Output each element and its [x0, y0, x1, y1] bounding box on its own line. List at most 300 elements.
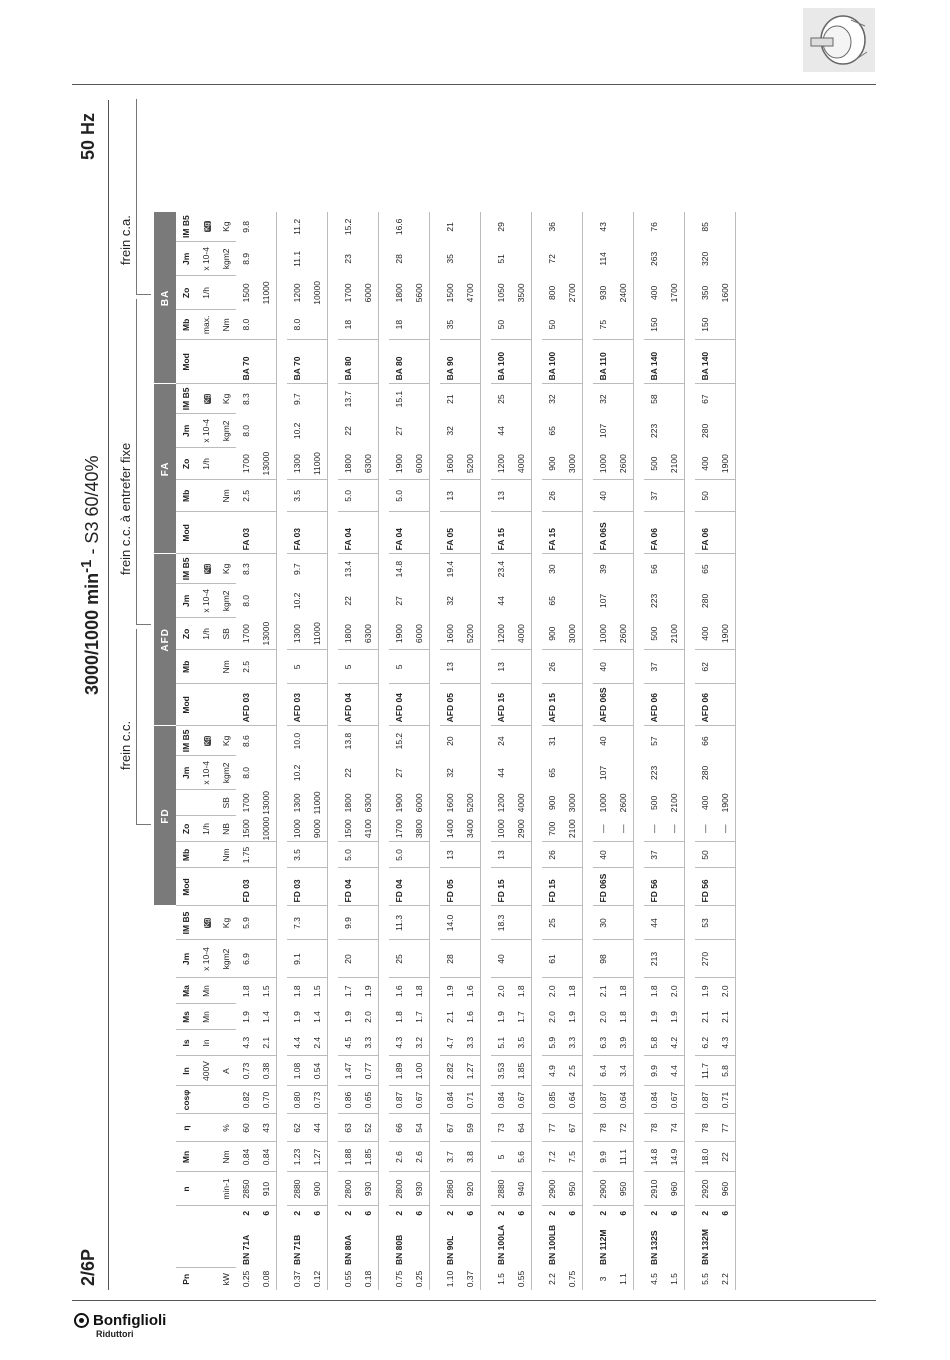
table-cell [256, 842, 277, 868]
column-header-cell: Mb [176, 650, 196, 684]
table-cell [715, 868, 736, 906]
table-cell [664, 340, 685, 384]
table-cell: 2.5 [236, 650, 256, 684]
table-cell: 1.5 [307, 978, 328, 1004]
table-cell: 43 [256, 1114, 277, 1142]
table-cell: 4.3 [389, 1030, 409, 1056]
column-header-row [196, 212, 216, 1290]
table-cell: — [644, 816, 664, 842]
table-cell [358, 414, 379, 448]
table-cell: 2.0 [358, 1004, 379, 1030]
table-cell: 25 [389, 940, 409, 978]
table-cell [562, 842, 583, 868]
table-row [511, 212, 532, 1290]
motor-data-table [154, 211, 736, 1290]
table-cell: 52 [358, 1114, 379, 1142]
table-cell: 2600 [613, 618, 634, 650]
table-cell: BA 70 [287, 340, 307, 384]
table-cell [460, 310, 481, 340]
table-cell: 0.80 [287, 1086, 307, 1114]
column-header-cell: Kg [216, 726, 236, 756]
group-fa: FA [154, 384, 176, 554]
table-cell: 13000 [256, 448, 277, 480]
table-cell [562, 940, 583, 978]
table-cell: 1700 [236, 618, 256, 650]
column-header-cell: Kg [216, 906, 236, 940]
table-cell: 2 [547, 1210, 557, 1216]
table-cell: BN 100LA [496, 1224, 506, 1265]
table-cell: 2.6 [409, 1142, 430, 1172]
table-cell: 6 [256, 1206, 277, 1220]
column-header-cell: kgm2 [216, 242, 236, 276]
table-cell [358, 1220, 379, 1268]
table-cell: 9000 [307, 816, 328, 842]
table-cell [409, 384, 430, 414]
column-header-cell: Nm [216, 310, 236, 340]
table-cell: 6.3 [593, 1030, 613, 1056]
column-header-cell: SB [216, 790, 236, 816]
table-cell [307, 384, 328, 414]
group-spacer [430, 212, 441, 1290]
column-header-cell [196, 868, 216, 906]
table-cell: 73 [491, 1114, 511, 1142]
table-cell [409, 480, 430, 512]
table-cell: 0.75 [562, 1268, 583, 1290]
column-header-cell [216, 340, 236, 384]
table-cell: 8.6 [241, 735, 251, 748]
table-cell [409, 756, 430, 790]
table-cell: FA 03 [287, 512, 307, 554]
table-cell: FA 06S [593, 512, 613, 554]
table-cell: 1.7 [343, 985, 353, 998]
column-header-cell: cosφ [176, 1086, 196, 1114]
column-header-cell [196, 790, 216, 816]
table-cell: 1.75 [236, 842, 256, 868]
table-cell: 1000 [593, 448, 613, 480]
table-cell: 1900 [394, 793, 404, 813]
column-header-cell [196, 1114, 216, 1142]
table-cell: 1.5 [256, 978, 277, 1004]
table-cell: 26 [542, 650, 562, 684]
table-cell [511, 480, 532, 512]
table-cell [256, 340, 277, 384]
table-cell [358, 384, 379, 414]
table-cell: FA 04 [338, 512, 358, 554]
table-cell: 8.0 [236, 310, 256, 340]
table-cell: 27 [394, 426, 404, 436]
table-cell: 53 [695, 906, 715, 940]
table-cell: 0.67 [511, 1086, 532, 1114]
table-cell [460, 340, 481, 384]
table-cell: — [695, 816, 715, 842]
table-cell [307, 906, 328, 940]
column-header-cell: Nm [216, 480, 236, 512]
group-fd: FD [154, 726, 176, 906]
speed-title-main: 3000/1000 min [82, 572, 102, 695]
table-cell: 67 [700, 394, 710, 404]
table-cell: 65 [547, 426, 557, 436]
table-cell: 72 [613, 1114, 634, 1142]
table-cell [460, 726, 481, 756]
table-cell: BN 71A [241, 1234, 251, 1265]
table-cell: 14.8 [394, 560, 404, 578]
table-cell: 32 [445, 596, 455, 606]
table-cell: 2100 [562, 816, 583, 842]
column-header-cell: Is [176, 1030, 196, 1056]
table-cell: 18 [338, 310, 358, 340]
table-cell: 50 [695, 842, 715, 868]
column-header-cell: kgm2 [216, 756, 236, 790]
table-cell [256, 512, 277, 554]
table-cell: 2 [649, 1210, 659, 1216]
table-cell: 1.1 [613, 1268, 634, 1290]
table-cell: 1000 [287, 816, 307, 842]
table-cell [664, 554, 685, 584]
table-cell: 0.25 [409, 1268, 430, 1290]
table-cell: 57 [649, 736, 659, 746]
table-cell [613, 584, 634, 618]
table-cell: — [715, 816, 736, 842]
table-cell: 44 [644, 906, 664, 940]
table-cell [613, 414, 634, 448]
table-cell: 1.9 [562, 1004, 583, 1030]
table-cell: 500 [644, 448, 664, 480]
table-cell: 44 [496, 596, 506, 606]
table-cell [511, 756, 532, 790]
column-header-cell: 400V [196, 1056, 216, 1086]
table-cell: 13 [491, 842, 511, 868]
table-cell [358, 242, 379, 276]
table-cell: 8.0 [241, 766, 251, 779]
table-cell: BA 100 [491, 340, 511, 384]
table-cell: 2900 [593, 1172, 613, 1206]
table-cell: FD 56 [644, 868, 664, 906]
column-header-cell: Jm [176, 414, 196, 448]
column-header-cell: Nm [216, 1142, 236, 1172]
column-header-cell: Zo [176, 618, 196, 650]
table-cell: 22 [715, 1142, 736, 1172]
table-cell: AFD 06S [593, 684, 613, 726]
column-header-cell: n [176, 1172, 196, 1206]
group-afd: AFD [154, 554, 176, 726]
table-cell: AFD 15 [491, 684, 511, 726]
table-cell: 8.0 [241, 594, 251, 607]
table-cell: 11.3 [389, 906, 409, 940]
group-spacer [532, 212, 543, 1290]
table-cell: 15.2 [394, 732, 404, 750]
table-cell: 10000 [256, 816, 277, 842]
table-cell: 1300 [287, 448, 307, 480]
group-spacer [583, 212, 594, 1290]
table-cell: 280 [700, 765, 710, 780]
table-cell: 11.2 [292, 218, 302, 235]
table-cell: 2.82 [440, 1056, 460, 1086]
table-cell: 1700 [241, 793, 251, 813]
table-cell: 1050 [496, 283, 506, 303]
column-header-cell [216, 1206, 236, 1268]
column-header-cell: Jm [176, 940, 196, 978]
table-cell: 1800 [394, 283, 404, 303]
table-cell [511, 726, 532, 756]
table-cell [562, 906, 583, 940]
column-header-cell: Ms [176, 1004, 196, 1030]
band-bracket-fixe [136, 299, 151, 625]
table-cell: 1400 [440, 816, 460, 842]
table-cell: 1700 [389, 816, 409, 842]
table-cell: 800 [547, 285, 557, 300]
table-cell: 6300 [358, 448, 379, 480]
table-cell: AFD 03 [287, 684, 307, 726]
brand-name: Bonfiglioli [93, 1312, 167, 1329]
table-cell: 500 [649, 795, 659, 810]
column-header-cell: Mod [176, 868, 196, 906]
table-cell: 2.2 [715, 1268, 736, 1290]
table-cell: 114 [598, 252, 608, 266]
band-bracket-ca [136, 99, 151, 295]
table-cell: FA 06 [695, 512, 715, 554]
table-cell: 13.8 [343, 732, 353, 750]
table-cell: 3.9 [613, 1030, 634, 1056]
column-header-cell [196, 384, 216, 414]
table-cell: 23.4 [496, 560, 506, 578]
table-cell [256, 756, 277, 790]
table-cell [562, 384, 583, 414]
table-cell: 1300 [292, 793, 302, 813]
table-cell: 39 [598, 564, 608, 574]
table-cell: 0.73 [236, 1056, 256, 1086]
spacer-cell [634, 212, 645, 1290]
table-cell: 1.27 [307, 1142, 328, 1172]
table-cell: 0.84 [644, 1086, 664, 1114]
table-cell: 13000 [256, 790, 277, 816]
table-cell: 1.5 [664, 1268, 685, 1290]
table-cell: 1.9 [292, 1011, 302, 1023]
table-cell [358, 512, 379, 554]
table-cell: BA 100 [542, 340, 562, 384]
table-cell [409, 868, 430, 906]
table-cell [307, 584, 328, 618]
table-cell: 280 [700, 593, 710, 608]
table-cell: 54 [409, 1114, 430, 1142]
table-cell: 6000 [358, 276, 379, 310]
table-cell: 1.9 [649, 1011, 659, 1023]
table-cell: 56 [649, 564, 659, 574]
table-cell: 2.5 [236, 480, 256, 512]
table-row [491, 212, 511, 1290]
column-header-cell [196, 726, 216, 756]
table-cell: 32 [445, 426, 455, 436]
table-cell: 1500 [338, 816, 358, 842]
table-cell: 7.3 [287, 906, 307, 940]
weight-kg-icon: Kg [204, 222, 211, 231]
table-cell: 15.1 [394, 390, 404, 408]
table-cell [256, 726, 277, 756]
table-cell [664, 480, 685, 512]
table-cell: 19.4 [445, 560, 455, 578]
column-header-cell: kgm2 [216, 940, 236, 978]
table-cell: 3.8 [460, 1142, 481, 1172]
column-header-cell [216, 1030, 236, 1056]
column-header-cell [196, 480, 216, 512]
table-cell: 21 [445, 222, 455, 232]
table-cell [409, 310, 430, 340]
table-cell [664, 842, 685, 868]
table-cell [256, 554, 277, 584]
table-cell: 1200 [491, 618, 511, 650]
table-cell [358, 684, 379, 726]
table-cell: 44 [496, 426, 506, 436]
table-cell [613, 340, 634, 384]
column-header-cell: % [216, 1114, 236, 1142]
table-cell: 37 [644, 842, 664, 868]
table-cell [613, 480, 634, 512]
table-cell: — [593, 816, 613, 842]
table-cell: 2.5 [562, 1056, 583, 1086]
table-cell [613, 756, 634, 790]
table-cell: 6300 [358, 618, 379, 650]
table-cell: 22 [343, 768, 353, 778]
column-header-cell [216, 512, 236, 554]
table-cell: 2100 [664, 790, 685, 816]
column-header-cell: Ma [176, 978, 196, 1004]
table-cell: BA 80 [338, 340, 358, 384]
table-cell: 16.6 [394, 218, 404, 236]
table-cell: 40 [598, 736, 608, 746]
table-cell: 11.7 [695, 1056, 715, 1086]
column-header-cell: Mn [196, 1004, 216, 1030]
band-frein-fixe: frein c.c. à entrefer fixe [118, 442, 133, 575]
table-cell: 5 [491, 1142, 511, 1172]
table-cell: 0.75 [394, 1270, 404, 1288]
table-cell: 24 [496, 736, 506, 746]
group-spacer [481, 212, 492, 1290]
column-header-cell: IM B5 [176, 726, 196, 756]
table-cell: 0.86 [338, 1086, 358, 1114]
table-cell: 3000 [562, 448, 583, 480]
table-cell: 66 [389, 1114, 409, 1142]
table-row [695, 212, 715, 1290]
table-cell: BA 140 [644, 340, 664, 384]
table-cell: 78 [695, 1114, 715, 1142]
spacer-cell [430, 212, 441, 1290]
table-cell [358, 726, 379, 756]
table-cell: 3.2 [409, 1030, 430, 1056]
table-cell: 1500 [445, 283, 455, 303]
table-cell: 1300 [287, 618, 307, 650]
table-cell [409, 684, 430, 726]
table-cell [409, 650, 430, 684]
group-spacer [379, 212, 390, 1290]
column-header-cell: Mod [176, 684, 196, 726]
table-cell: 1700 [664, 276, 685, 310]
table-cell: 150 [644, 310, 664, 340]
table-cell [409, 584, 430, 618]
table-cell: 1500 [241, 283, 251, 303]
table-cell [358, 940, 379, 978]
table-cell [562, 650, 583, 684]
table-cell [511, 842, 532, 868]
table-cell: 0.71 [460, 1086, 481, 1114]
table-cell: 13.7 [343, 390, 353, 408]
spacer-cell [481, 212, 492, 1290]
table-cell: 3.5 [287, 842, 307, 868]
table-cell [613, 842, 634, 868]
table-cell: 0.84 [256, 1142, 277, 1172]
table-cell: 20 [445, 736, 455, 746]
table-cell [562, 512, 583, 554]
table-cell: 72 [547, 254, 557, 264]
table-cell: 40 [491, 940, 511, 978]
column-header-cell: Mod [176, 512, 196, 554]
table-cell: 62 [287, 1114, 307, 1142]
table-cell [460, 554, 481, 584]
table-cell: 223 [649, 423, 659, 438]
table-cell: 8.3 [241, 563, 251, 576]
table-cell [307, 212, 328, 242]
table-cell [460, 242, 481, 276]
table-cell: 1900 [715, 448, 736, 480]
table-cell [460, 414, 481, 448]
table-cell: BA 140 [695, 340, 715, 384]
table-cell: 5.5 [700, 1273, 710, 1285]
table-cell: 76 [649, 222, 659, 232]
column-header-cell: Zo [176, 448, 196, 480]
table-cell: 1.08 [287, 1056, 307, 1086]
table-cell: 960 [664, 1172, 685, 1206]
table-cell: 6 [664, 1206, 685, 1220]
table-cell: 1.89 [389, 1056, 409, 1086]
table-cell: 1.6 [460, 1004, 481, 1030]
table-cell: 1.9 [445, 985, 455, 998]
column-header-cell [176, 790, 196, 816]
table-cell: 1.9 [343, 1011, 353, 1023]
table-cell: 5.1 [491, 1030, 511, 1056]
table-cell: 9.9 [593, 1142, 613, 1172]
table-cell: 0.64 [562, 1086, 583, 1114]
band-frein-cc: frein c.c. [118, 720, 133, 770]
table-cell: 1.47 [338, 1056, 358, 1086]
table-cell [613, 242, 634, 276]
table-cell [613, 310, 634, 340]
table-cell: FA 03 [236, 512, 256, 554]
table-cell [715, 480, 736, 512]
table-cell: 10.0 [292, 732, 302, 750]
table-cell: 5 [287, 650, 307, 684]
table-cell: AFD 15 [542, 684, 562, 726]
column-header-cell: A [216, 1056, 236, 1086]
table-cell: 32 [445, 768, 455, 778]
table-cell: BN 90L [445, 1235, 455, 1265]
table-cell: 1900 [389, 448, 409, 480]
column-header-cell: Jm [176, 756, 196, 790]
table-cell [307, 512, 328, 554]
table-cell [358, 868, 379, 906]
table-cell [664, 212, 685, 242]
table-cell: 1800 [343, 793, 353, 813]
column-header-cell [196, 340, 216, 384]
table-cell [511, 310, 532, 340]
table-cell: 0.54 [307, 1056, 328, 1086]
table-cell: 50 [491, 310, 511, 340]
table-cell [613, 1220, 634, 1268]
table-cell: FD 56 [695, 868, 715, 906]
table-cell: AFD 06 [644, 684, 664, 726]
table-cell: 1.27 [460, 1056, 481, 1086]
group-spacer [634, 212, 645, 1290]
table-cell [562, 584, 583, 618]
table-cell: 18.3 [491, 906, 511, 940]
table-cell: 2900 [511, 816, 532, 842]
